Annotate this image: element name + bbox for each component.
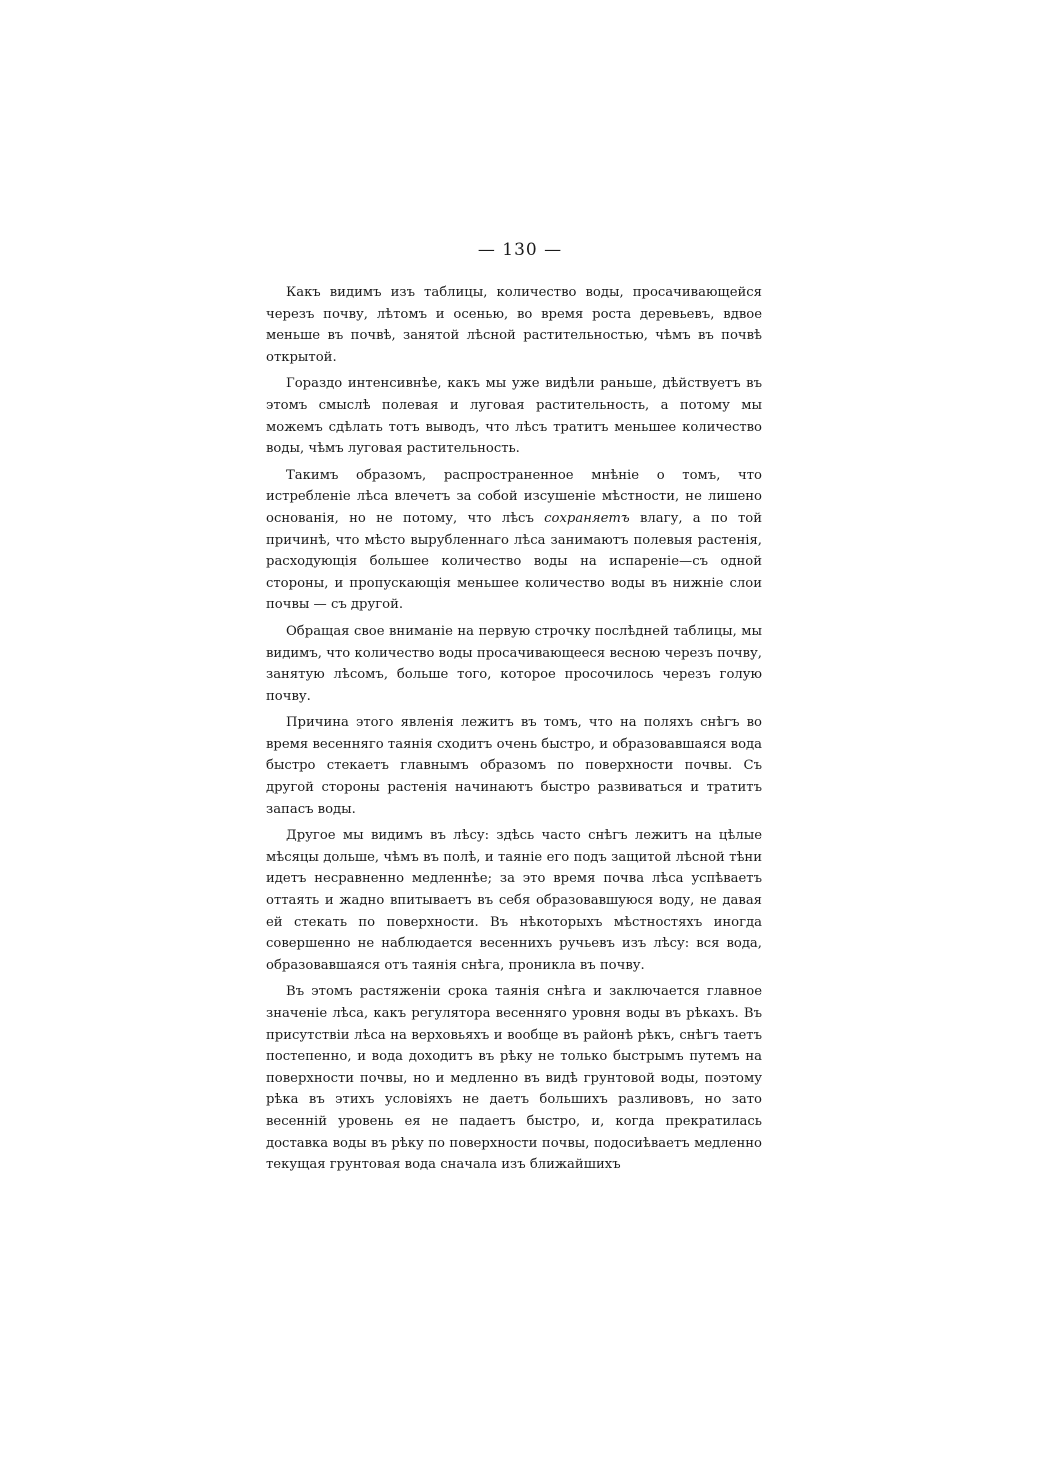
paragraph-3-emphasis: сохраняетъ xyxy=(544,510,630,526)
paragraph-6: Другое мы видимъ въ лѣсу: здѣсь часто снѣгъ лежитъ на цѣлые мѣсяцы дольше, чѣмъ въ полѣ, и таяніе его подъ защитой лѣсной тѣни идетъ несравненно медленнѣе; за это время почва лѣса успѣваетъ оттаять и жадно впитываетъ въ себя образовавшуюся воду, не давая ей стекать по поверхности. Въ нѣкоторыхъ мѣстностяхъ иногда совершенно не наблюдается весеннихъ ручьевъ изъ лѣсу: вся вода, образовавшаяся отъ таянія снѣга, проникла въ почву. xyxy=(266,828,762,973)
paragraph-3 xyxy=(266,465,762,616)
paragraph-5: Причина этого явленія лежитъ въ томъ, что на поляхъ снѣгъ во время весенняго таянія сходитъ очень быстро, и образовавшаяся вода быстро стекаетъ главнымъ образомъ по поверхности почвы. Съ другой стороны растенія начинаютъ быстро развиваться и тратитъ запасъ воды. xyxy=(266,715,762,817)
paragraph-3-before: Такимъ образомъ, распространенное мнѣніе о томъ, что истребленіе лѣса влечетъ за собой изсушеніе мѣстности, не лишено основанія, но не потому, что лѣсъ xyxy=(266,467,762,526)
paragraph-7: Въ этомъ растяженіи срока таянія снѣга и заключается главное значеніе лѣса, какъ регулятора весенняго уровня воды въ рѣкахъ. Въ присутствіи лѣса на верховьяхъ и вообще въ районѣ рѣкъ, снѣгъ таетъ постепенно, и вода доходитъ въ рѣку не только быстрымъ путемъ на поверхности почвы, но и медленно въ видѣ грунтовой воды, поэтому рѣка въ этихъ условіяхъ не даетъ большихъ разливовъ, но зато весенній уровень ея не падаетъ быстро, и, когда прекратилась доставка воды въ рѣку по поверхности почвы, подосиѣваетъ медленно текущая грунтовая вода сначала изъ ближайшихъ xyxy=(266,984,762,1173)
page-number: — 130 — xyxy=(477,240,563,260)
paragraph-4: Обращая свое вниманіе на первую строчку послѣдней таблицы, мы видимъ, что количество воды просачивающееся весною черезъ почву, занятую лѣсомъ, больше того, которое просочилось черезъ голую почву. xyxy=(266,623,762,704)
paragraph-1: Какъ видимъ изъ таблицы, количество воды, просачивающейся черезъ почву, лѣтомъ и осенью, во время роста деревьевъ, вдвое меньше въ почвѣ, занятой лѣсной растительностью, чѣмъ въ почвѣ открытой. xyxy=(266,285,762,365)
paragraph-3-after: влагу, а по той причинѣ, что мѣсто вырубленнаго лѣса занимаютъ полевыя растенія, расходующія большее количество воды на испареніе—съ одной стороны, и пропускающія меньшее количество воды въ нижніе слои почвы — съ другой. xyxy=(266,510,762,613)
body-text xyxy=(266,282,762,1176)
paragraph-2: Гораздо интенсивнѣе, какъ мы уже видѣли раньше, дѣйствуетъ въ этомъ смыслѣ полевая и луговая растительность, а потому мы можемъ сдѣлать тотъ выводъ, что лѣсъ тратитъ меньшее количество воды, чѣмъ луговая растительность. xyxy=(266,376,762,457)
